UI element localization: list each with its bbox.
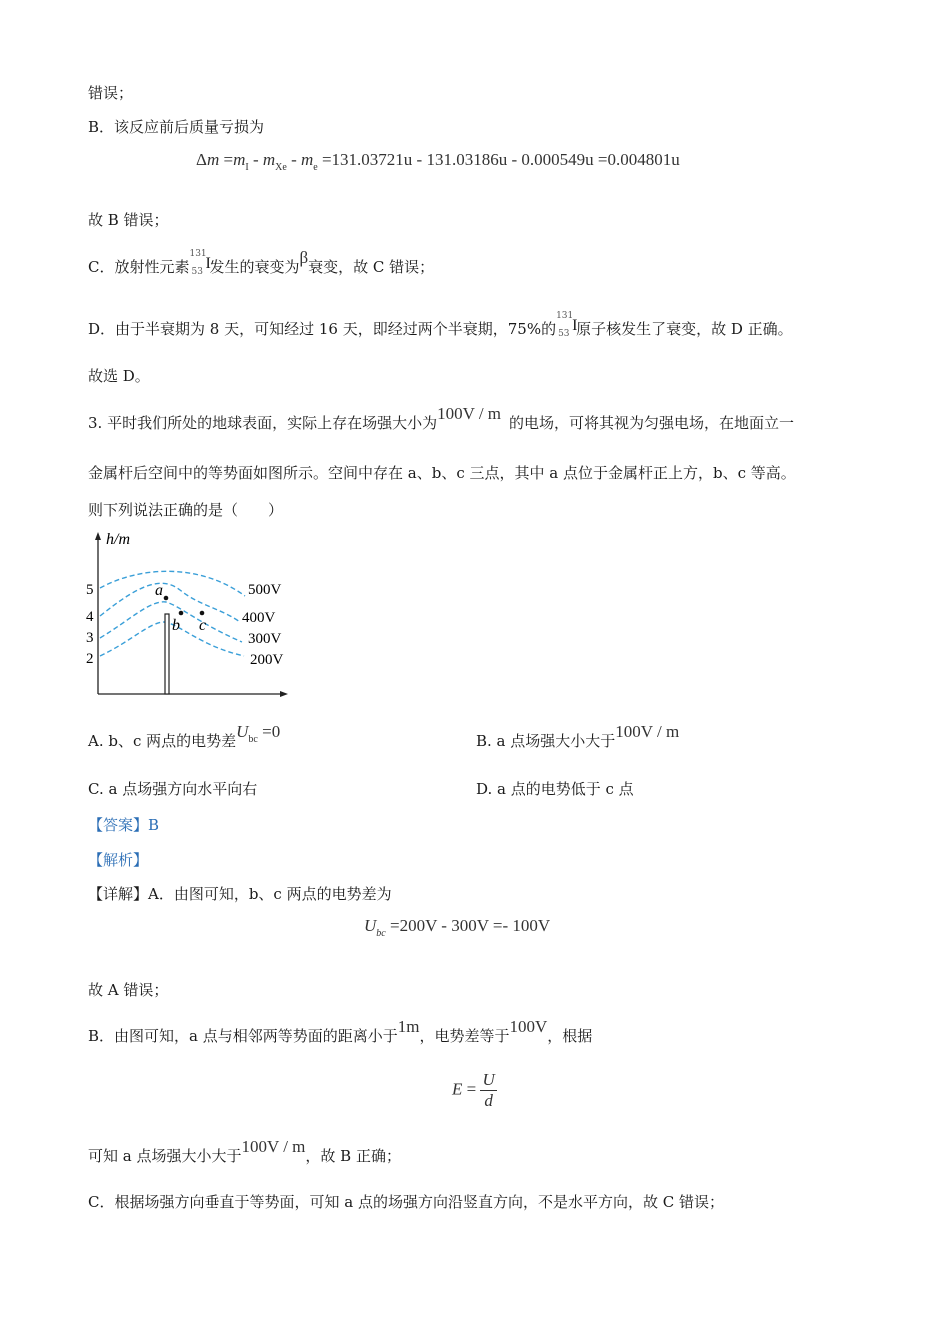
q3-field-value: 100V / m [437,404,502,423]
detail-line: 【详解】A．由图可知，b、c 两点的电势差为 [88,885,392,903]
isotope-mass-2: 131 [556,311,574,321]
line-c-text-2: 发生的衰变为 [209,258,300,276]
option-b-value: 100V / m [615,722,680,741]
b-reason-text-1: B．由图可知，a 点与相邻两等势面的距离小于 [88,1027,398,1045]
label-c: c [199,617,207,634]
answer-label [88,815,159,835]
option-c: C. a 点场强方向水平向右 [88,780,258,798]
line-b-correct [88,1137,401,1166]
label-a: a [155,582,163,599]
option-a-math: $U_{bc} =0$ [236,722,281,745]
ytick-2: 2 [86,651,94,667]
ytick-4: 4 [86,609,94,625]
line-d-text-1: D．由于半衰期为 8 天，可知经过 16 天，即经过两个半衰期，75%的 [88,320,557,338]
formula-fraction [480,1070,496,1111]
label-200v: 200V [250,652,284,668]
point-c [200,611,205,616]
b-reason-text-3: ，根据 [547,1027,593,1045]
mass-defect-value: =131.03721u - 131.03186u - 0.000549u =0.004801u [321,150,680,169]
question-3-line-2: 金属杆后空间中的等势面如图所示。空间中存在 a、b、c 三点，其中 a 点位于金属杆正上方，b、c 等高。 [88,464,796,482]
b-correct-value: 100V / m [241,1137,306,1156]
line-choose-d: 故选 D。 [88,367,150,385]
line-b-reason [88,1017,593,1046]
line-b-mass-defect: B．该反应前后质量亏损为 [88,118,265,136]
line-c-text-1: C．放射性元素 [88,258,190,276]
equipotential-figure [80,528,300,700]
line-d [88,311,793,339]
potential-100v: 100V [509,1017,548,1036]
line-a-wrong: 故 A 错误； [88,981,169,999]
option-d: D. a 点的电势低于 c 点 [476,780,634,798]
curve-300v [100,602,242,642]
line-d-text-2: 原子核发生了衰变，故 D 正确。 [576,320,793,338]
y-axis-arrow [95,532,101,540]
q3-text-2: 的电场，可将其视为匀强电场，在地面立一 [509,414,795,432]
x-axis-arrow [280,691,288,697]
metal-rod [165,614,169,694]
point-a [164,596,169,601]
option-b-text: B. a 点场强大小大于 [476,732,616,750]
ubc-equation: $U_{bc} =200V - 300V =- 100V$ [364,916,551,939]
answer-text: 【答案】B [88,816,160,834]
option-a [88,722,281,759]
formula-d: d [484,1091,493,1110]
isotope-symbol: I [205,255,211,272]
field-formula: E = $\frac{U}{d}$ [452,1070,495,1110]
option-b [476,722,680,751]
ubc-calc: =200V - 300V =- 100V [389,916,551,935]
isotope-charge: 53 [191,267,203,277]
b-correct-text-1: 可知 a 点场强大小大于 [88,1147,242,1165]
q3-text-1: 3. 平时我们所处的地球表面，实际上存在场强大小为 [88,414,438,432]
line-c-explain: C．根据场强方向垂直于等势面，可知 a 点的场强方向沿竖直方向，不是水平方向，故 C 错误； [88,1193,724,1211]
b-correct-text-2: ，故 B 正确； [305,1147,401,1165]
iodine-isotope [189,249,211,277]
label-b: b [172,617,180,634]
line-c-text-3: 衰变，故 C 错误； [308,258,435,276]
curve-400v [100,583,240,622]
label-300v: 300V [248,631,282,647]
line-c [88,248,435,277]
formula-u: U [482,1070,495,1089]
option-a-value: =0 [262,722,281,741]
line-error: 错误； [88,84,134,102]
label-500v: 500V [248,582,282,598]
question-3-line-3: 则下列说法正确的是（ ） [88,501,284,519]
point-b [179,611,184,616]
ytick-5: 5 [86,582,94,598]
y-axis-label: h/m [106,531,130,548]
b-reason-text-2: ，电势差等于 [419,1027,510,1045]
isotope-charge-2: 53 [558,329,570,339]
ytick-3: 3 [86,630,94,646]
analysis-label: 【解析】 [88,851,149,869]
line-b-wrong: 故 B 错误； [88,211,169,229]
isotope-mass: 131 [189,249,207,259]
isotope-symbol-2: I [572,317,578,334]
option-a-text: A. b、c 两点的电势差 [88,732,237,750]
label-400v: 400V [242,610,276,626]
mass-defect-equation: $\Delta m =m_I - m_{Xe} - m_e =131.03721u - 131.03186u - 0.000549u =0.004801u$ [196,150,680,173]
question-3-line-1 [88,404,795,433]
distance-1m: 1m [397,1017,420,1036]
iodine-isotope-2 [556,311,578,339]
curve-500v [100,571,245,596]
beta-symbol: β [299,248,309,267]
formula-e: E [452,1079,463,1099]
